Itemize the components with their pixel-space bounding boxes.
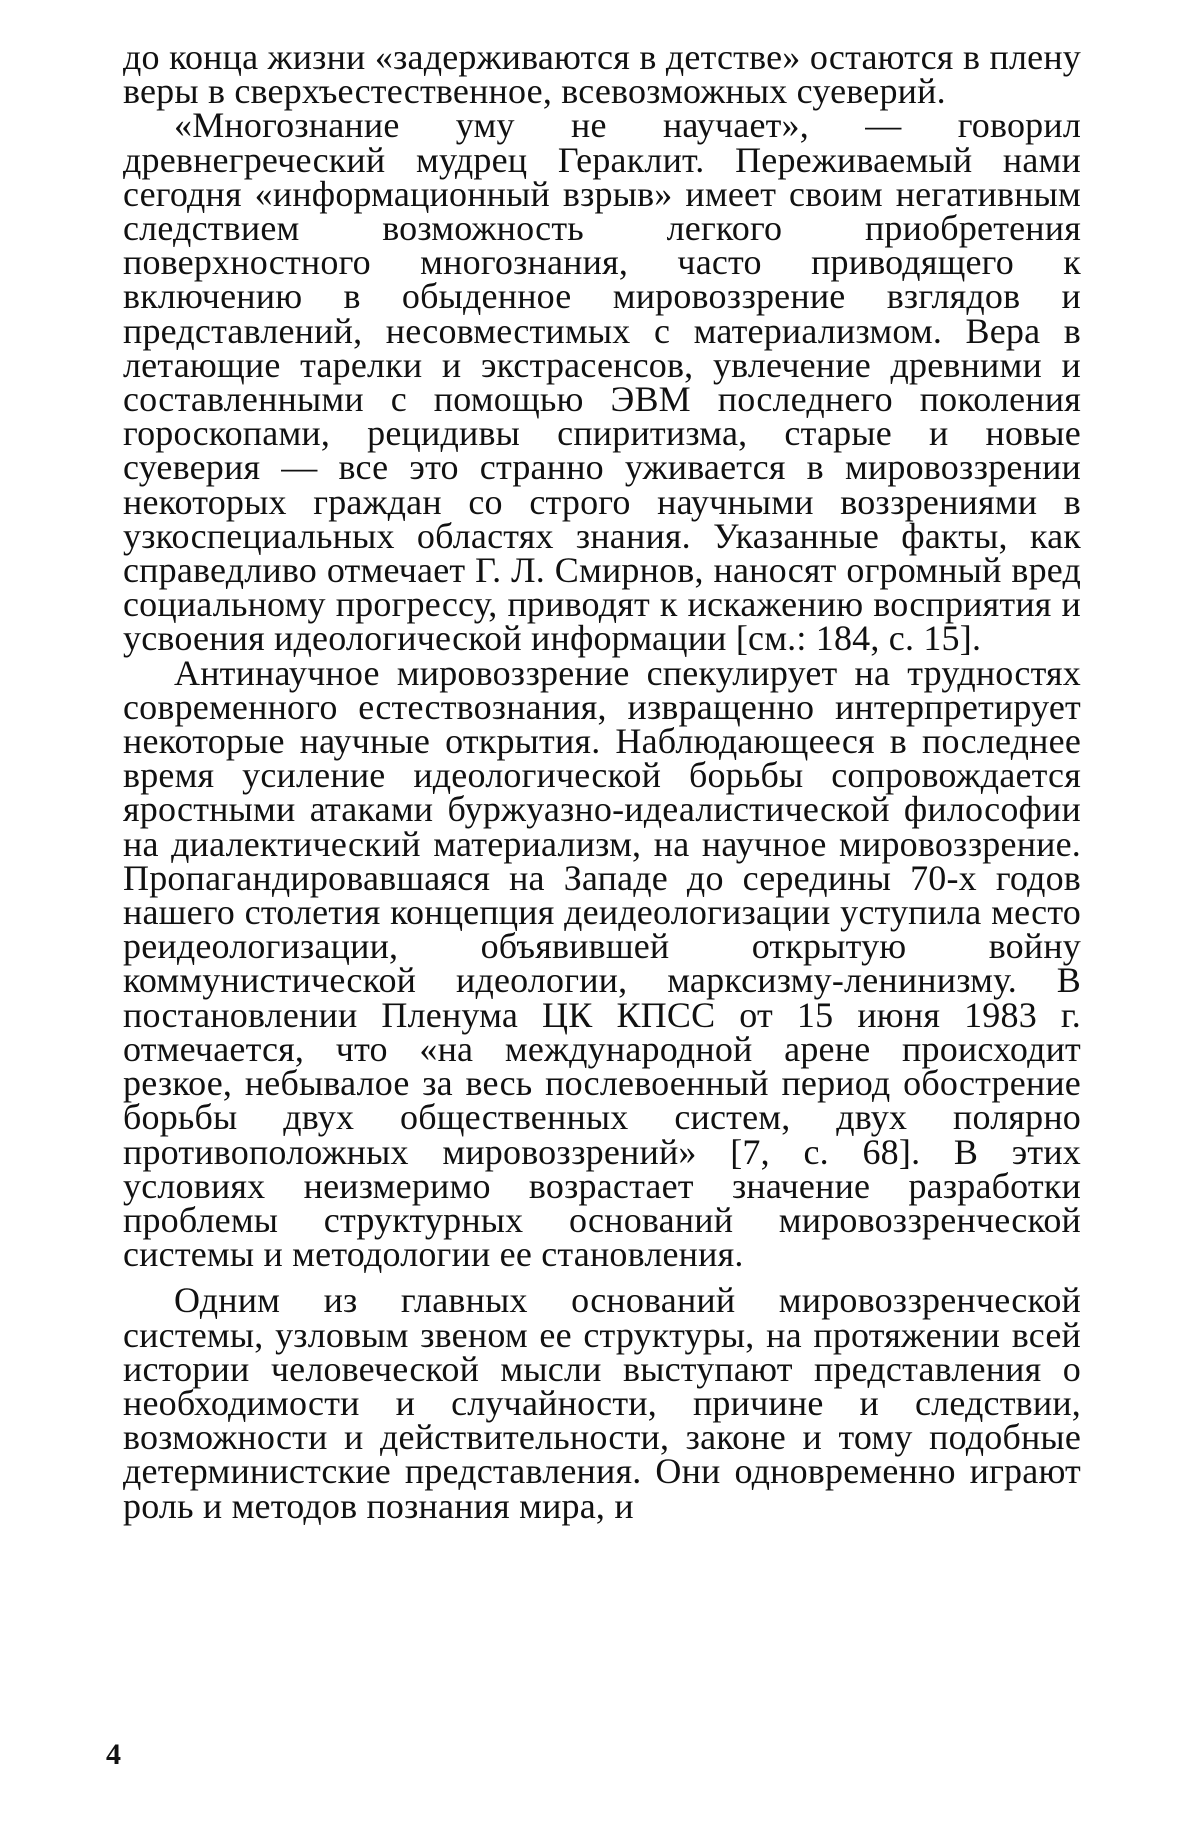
paragraph-determinism: Одним из главных оснований мировоззренческой системы, узловым звеном ее структуры, на протяжении всей истории человеческой мысли выступают представления о необходимости и случайности, причине и следствии, возможности и действительности, законе и тому подобные детерминистские представления. Они одновременно играют роль и методов познания мира, и	[123, 1280, 1081, 1526]
book-page	[123, 37, 1081, 1830]
paragraph-continuation: до конца жизни «задерживаются в детстве» остаются в плену веры в сверхъестественное, всевозможных суеверий.	[123, 37, 1081, 112]
paragraph-antiscientific-worldview: Антинаучное мировоззрение спекулирует на трудностях современного естествознания, извращенно интерпретирует некоторые научные открытия. Наблюдающееся в последнее время усиление идеологической борьбы сопровождается яростными атаками буржуазно-идеалистической философии на диалектический материализм, на научное мировоззрение. Пропагандировавшаяся на Западе до середины 70-х годов нашего столетия концепция деидеологизации уступила место реидеологизации, объявившей открытую войну коммунистической идеологии, марксизму-ленинизму. В постановлении Пленума ЦК КПСС от 15 июня 1983 г. отмечается, что «на международной арене происходит резкое, небывалое за весь послевоенный период обострение борьбы двух общественных систем, двух полярно противоположных мировоззрений» [7, с. 68]. В этих условиях неизмеримо возрастает значение разработки проблемы структурных оснований мировоззренческой системы и методологии ее становления.	[123, 652, 1081, 1275]
page-number: 4	[106, 1738, 121, 1771]
paragraph-heraclitus: «Многознание уму не научает», — говорил древнегреческий мудрец Гераклит. Переживаемый нами сегодня «информационный взрыв» имеет своим негативным следствием возможность легкого приобретения поверхностного многознания, часто приводящего к включению в обыденное мировоззрение взглядов и представлений, несовместимых с материализмом. Вера в летающие тарелки и экстрасенсов, увлечение древними и составленными с помощью ЭВМ последнего поколения гороскопами, рецидивы спиритизма, старые и новые суеверия — все это странно уживается в мировоззрении некоторых граждан со строго научными воззрениями в узкоспециальных областях знания. Указанные факты, как справедливо отмечает Г. Л. Смирнов, наносят огромный вред социальному прогрессу, приводят к искажению восприятия и усвоения идеологической информации [см.: 184, с. 15].	[123, 105, 1081, 659]
